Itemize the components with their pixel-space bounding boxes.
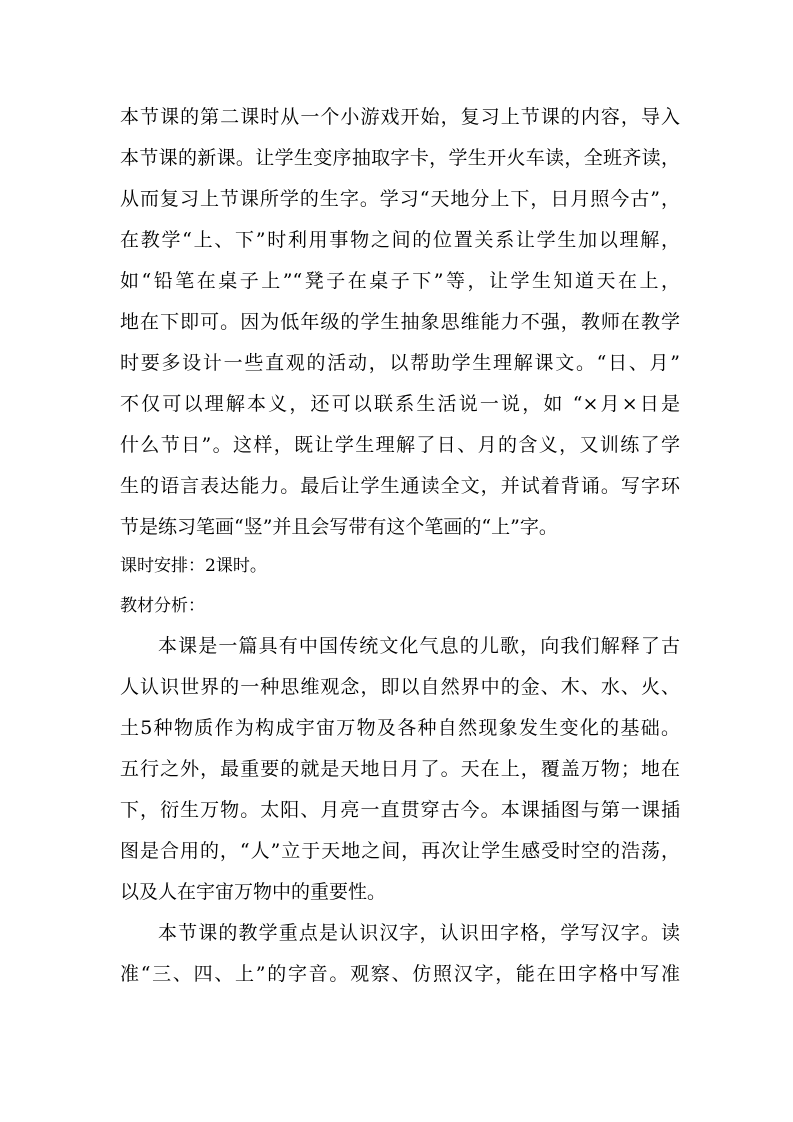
text-line: 不仅可以理解本义，还可以联系生活说一说，如 “×月×日是 bbox=[120, 393, 680, 415]
text-line: 本节课的新课。让学生变序抽取字卡，学生开火车读，全班齐读， bbox=[120, 147, 680, 169]
text-line: 土5种物质作为构成宇宙万物及各种自然现象发生变化的基础。 bbox=[120, 717, 680, 739]
text-line: 以及人在宇宙万物中的重要性。 bbox=[120, 881, 387, 903]
text-line: 下，衍生万物。太阳、月亮一直贯穿古今。本课插图与第一课插 bbox=[120, 799, 680, 821]
text-line: 节是练习笔画“竖”并且会写带有这个笔画的“上”字。 bbox=[120, 516, 558, 538]
text-line: 什么节日”。这样，既让学生理解了日、月的含义，又训练了学 bbox=[120, 434, 680, 456]
text-line: 地在下即可。因为低年级的学生抽象思维能力不强，教师在教学 bbox=[120, 311, 680, 333]
text-line: 本课是一篇具有中国传统文化气息的儿歌，向我们解释了古 bbox=[158, 635, 680, 657]
text-line: 时要多设计一些直观的活动，以帮助学生理解课文。“日、月” bbox=[120, 352, 680, 374]
text-line: 从而复习上节课所学的生字。学习“天地分上下，日月照今古”， bbox=[120, 188, 680, 210]
text-line: 如“铅笔在桌子上”“凳子在桌子下”等，让学生知道天在上， bbox=[120, 270, 680, 292]
text-line: 在教学“上、下”时利用事物之间的位置关系让学生加以理解， bbox=[120, 229, 680, 251]
analysis-heading: 教材分析： bbox=[120, 596, 205, 616]
text-line: 五行之外，最重要的就是天地日月了。天在上，覆盖万物；地在 bbox=[120, 758, 680, 780]
text-line: 准“三、四、上”的字音。观察、仿照汉字，能在田字格中写准 bbox=[120, 963, 680, 985]
text-line: 本节课的教学重点是认识汉字，认识田字格，学写汉字。读 bbox=[158, 922, 680, 944]
text-line: 本节课的第二课时从一个小游戏开始，复习上节课的内容，导入 bbox=[120, 106, 680, 128]
text-line: 图是合用的，“人”立于天地之间，再次让学生感受时空的浩荡， bbox=[120, 840, 680, 862]
text-line: 生的语言表达能力。最后让学生通读全文，并试着背诵。写字环 bbox=[120, 475, 680, 497]
text-line: 人认识世界的一种思维观念，即以自然界中的金、木、水、火、 bbox=[120, 676, 680, 698]
schedule-line: 课时安排：2课时。 bbox=[120, 556, 267, 576]
